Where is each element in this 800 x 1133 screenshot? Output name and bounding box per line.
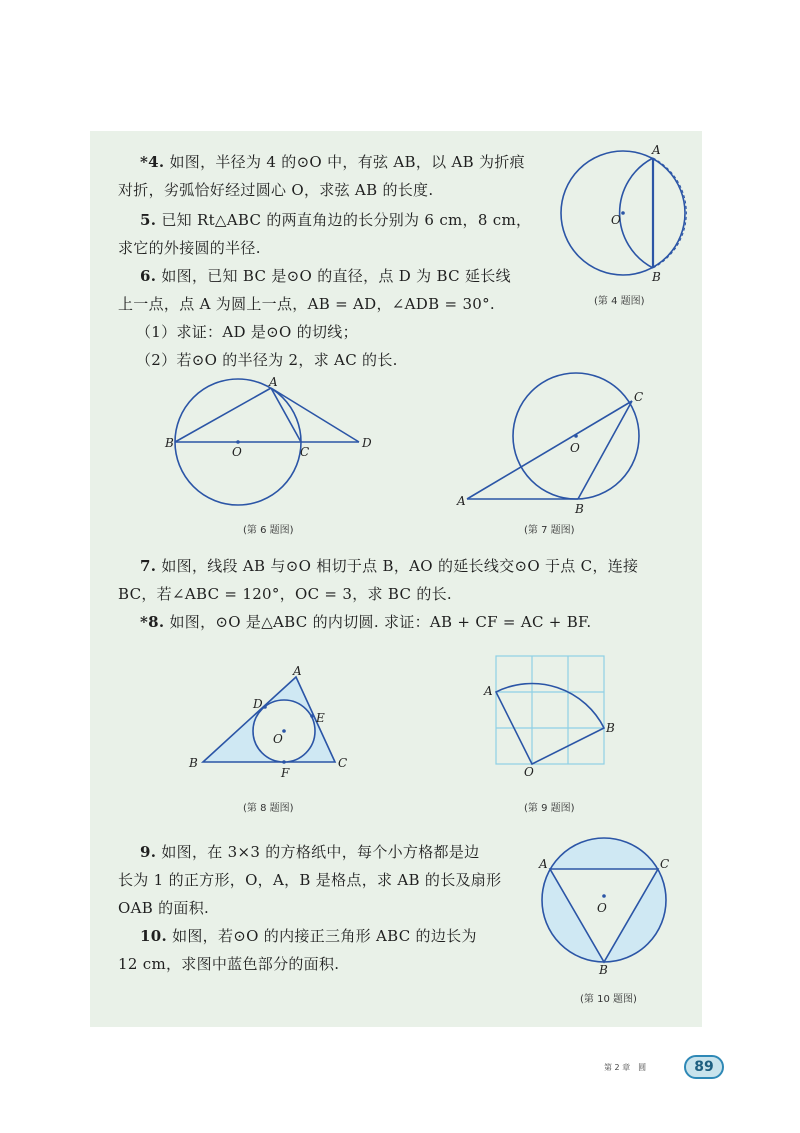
problem-5-line-1: 5. 已知 Rt△ABC 的两直角边的长分别为 6 cm，8 cm，: [140, 211, 532, 229]
problem-10-line-1: 10. 如图，若⊙O 的内接正三角形 ABC 的边长为: [140, 927, 477, 945]
figure-9: [484, 652, 624, 782]
figure-6: [165, 376, 385, 511]
problem-6-line-1: 6. 如图，已知 BC 是⊙O 的直径，点 D 为 BC 延长线: [140, 267, 511, 285]
fig8-label-d: D: [253, 697, 263, 711]
fig7-segment-ac: [467, 401, 632, 499]
problem-6-sub-2: （2）若⊙O 的半径为 2，求 AC 的长.: [136, 351, 398, 369]
problem-6-sub-1: （1）求证：AD 是⊙O 的切线；: [136, 323, 358, 341]
fig6-label-d: D: [362, 436, 372, 450]
problem-8-line-1: *8. 如图，⊙O 是△ABC 的内切圆. 求证：AB + CF = AC + BF.: [140, 613, 592, 631]
fig10-label-o: O: [597, 901, 607, 915]
fig4-label-o: O: [611, 213, 621, 227]
fig9-grid: [496, 656, 604, 764]
problem-4-line-2: 对折，劣弧恰好经过圆心 O，求弦 AB 的长度.: [118, 181, 434, 199]
fig6-segment-ad: [271, 388, 359, 442]
figure-8: [185, 665, 365, 785]
problem-9-line-2: 长为 1 的正方形，O，A，B 是格点，求 AB 的长及扇形: [118, 871, 502, 889]
fig8-point-d: [263, 705, 267, 709]
fig7-label-b: B: [575, 502, 584, 516]
fig9-sector-oab: [496, 684, 604, 764]
problem-7-line-2: BC，若∠ABC = 120°，OC = 3，求 BC 的长.: [118, 585, 452, 603]
fig7-label-c: C: [634, 390, 644, 404]
fig7-label-o: O: [570, 441, 580, 455]
figure-7: [455, 368, 655, 518]
fig4-dashed-arc: [653, 158, 686, 268]
fig8-label-a: A: [293, 664, 302, 678]
fig8-label-b: B: [189, 756, 198, 770]
page-number: 89: [684, 1055, 724, 1079]
fig4-label-a: A: [652, 143, 661, 157]
fig6-label-c: C: [300, 445, 310, 459]
fig8-label-c: C: [338, 756, 348, 770]
problem-4-line-1: *4. 如图，半径为 4 的⊙O 中，有弦 AB，以 AB 为折痕: [140, 153, 525, 171]
fig7-label-a: A: [457, 494, 466, 508]
problem-6-line-2: 上一点，点 A 为圆上一点，AB = AD，∠ADB = 30°.: [118, 295, 495, 313]
caption-figure-8: (第 8 题图): [243, 803, 294, 814]
fig9-label-a: A: [484, 684, 493, 698]
fig7-segment-bc: [578, 401, 632, 499]
fig9-label-o: O: [524, 765, 534, 779]
fig10-label-b: B: [599, 963, 608, 977]
fig10-center-dot: [602, 894, 606, 898]
caption-figure-4: (第 4 题图): [594, 296, 645, 307]
fig8-point-f: [282, 760, 286, 764]
fig6-segment-ab: [175, 388, 271, 442]
fig4-label-b: B: [652, 270, 661, 284]
fig8-label-e: E: [316, 711, 325, 725]
fig6-label-o: O: [232, 445, 242, 459]
fig4-center-dot: [621, 211, 625, 215]
caption-figure-6: (第 6 题图): [243, 525, 294, 536]
fig9-label-b: B: [606, 721, 615, 735]
problem-7-line-1: 7. 如图，线段 AB 与⊙O 相切于点 B，AO 的延长线交⊙O 于点 C，连接: [140, 557, 639, 575]
caption-figure-10: (第 10 题图): [580, 994, 637, 1005]
fig6-center-dot: [236, 440, 240, 444]
figure-4: [548, 140, 698, 285]
fig6-label-b: B: [165, 436, 174, 450]
problem-5-line-2: 求它的外接圆的半径.: [118, 239, 261, 257]
caption-figure-9: (第 9 题图): [524, 803, 575, 814]
problem-9-line-3: OAB 的面积.: [118, 899, 210, 917]
fig7-center-dot: [574, 434, 578, 438]
fig6-segment-ac: [271, 388, 301, 442]
caption-figure-7: (第 7 题图): [524, 525, 575, 536]
chapter-label: 第 2 章 圆: [604, 1063, 647, 1072]
problem-10-line-2: 12 cm，求图中蓝色部分的面积.: [118, 955, 340, 973]
fig8-label-f: F: [281, 766, 290, 780]
fig8-label-o: O: [273, 732, 283, 746]
fig8-point-e: [310, 714, 314, 718]
figure-10: [536, 826, 676, 976]
fig6-label-a: A: [269, 375, 278, 389]
fig10-label-a: A: [539, 857, 548, 871]
problem-9-line-1: 9. 如图，在 3×3 的方格纸中，每个小方格都是边: [140, 843, 480, 861]
fig10-label-c: C: [660, 857, 670, 871]
